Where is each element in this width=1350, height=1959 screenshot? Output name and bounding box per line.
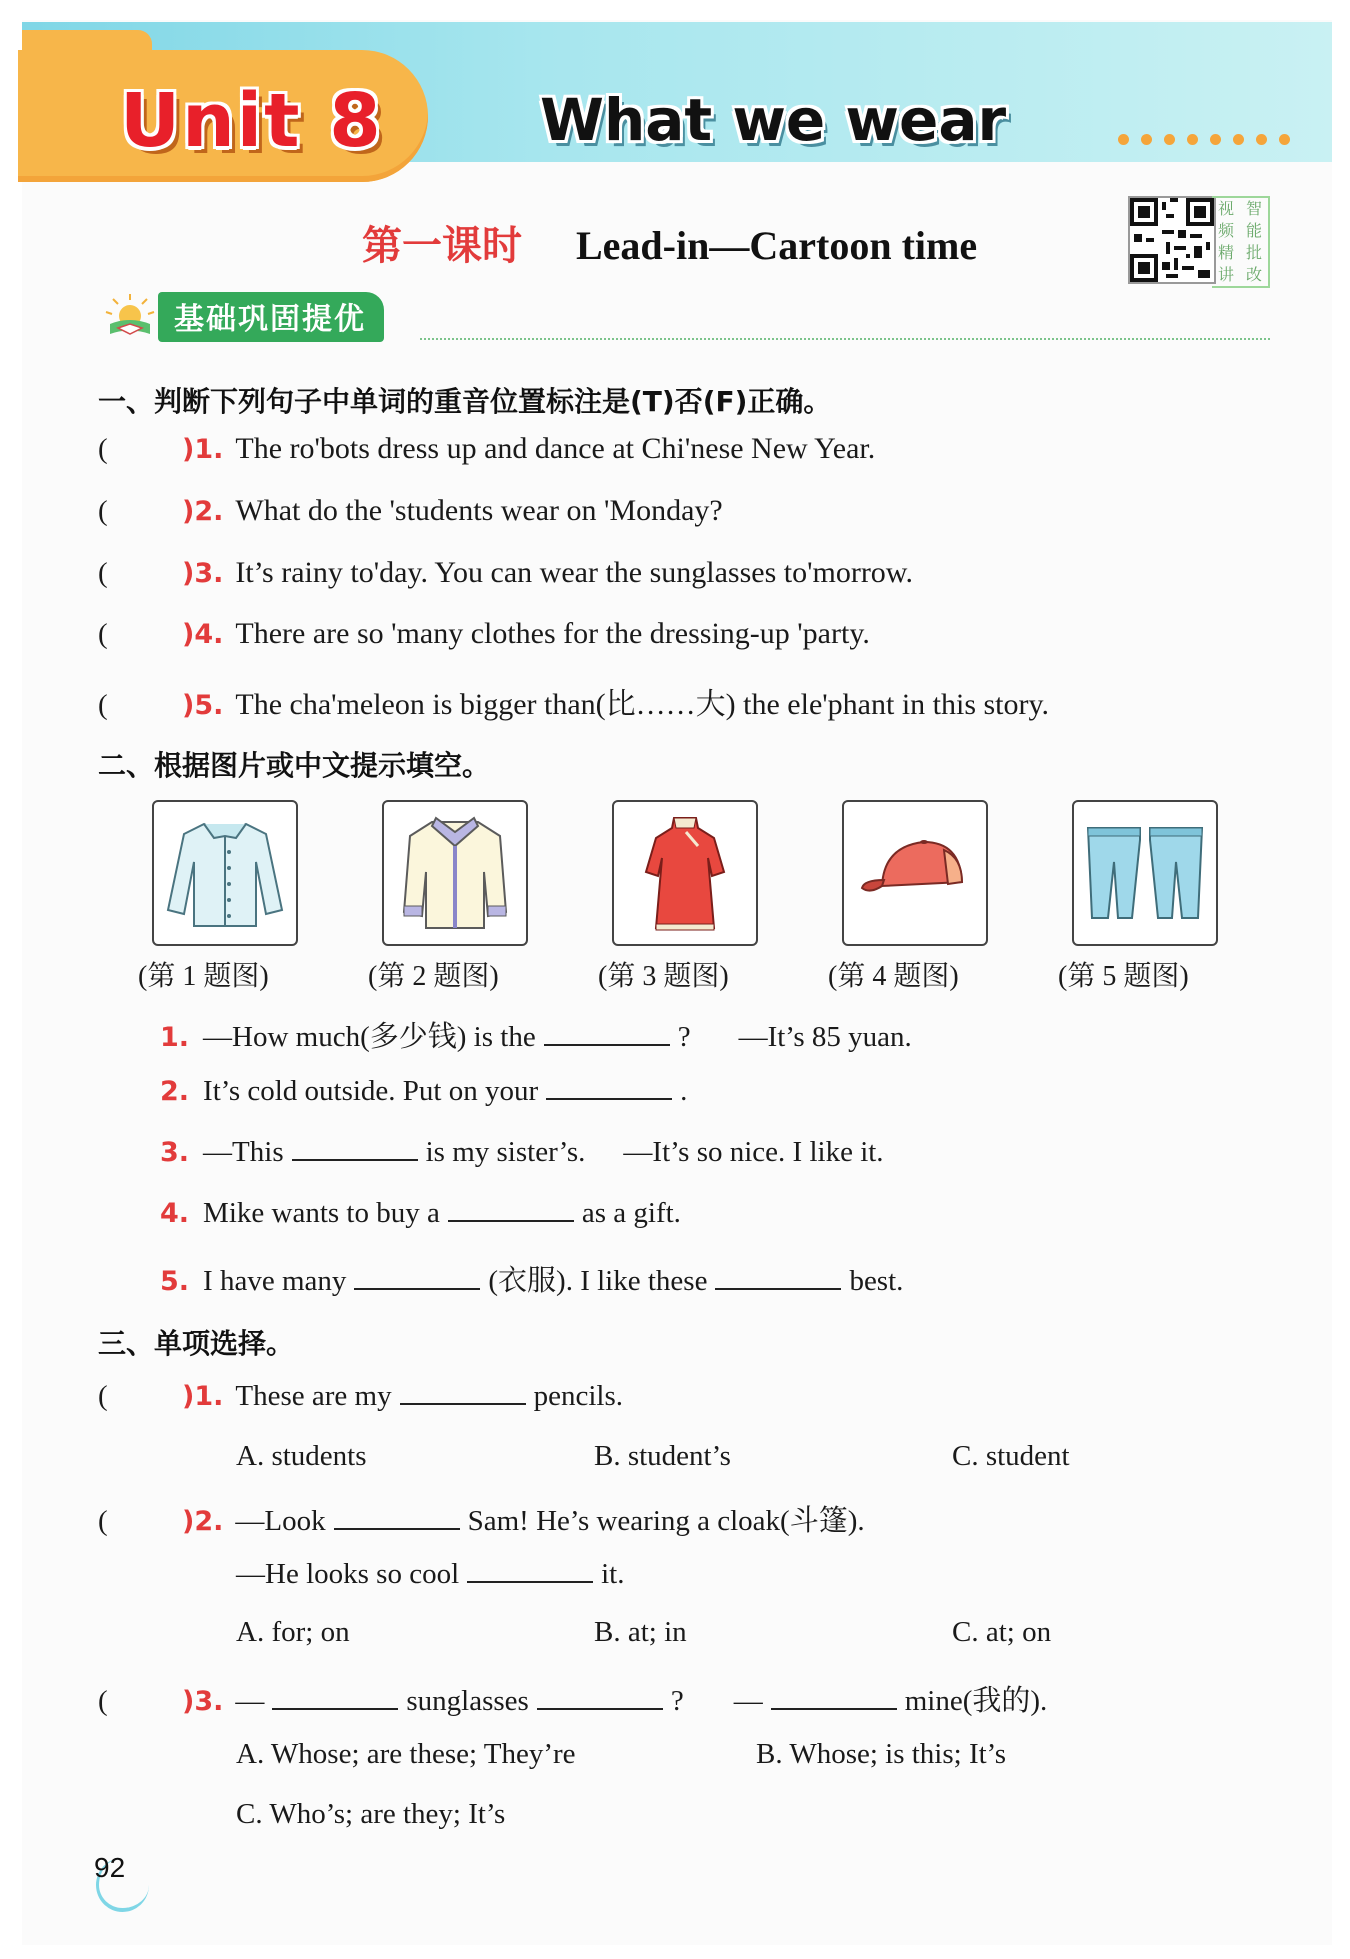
part3-question-1: ( )1. These are my pencils. bbox=[98, 1380, 623, 1412]
option-a[interactable]: A. for; on bbox=[236, 1616, 350, 1648]
jeans-icon bbox=[1072, 800, 1218, 946]
qr-code-icon[interactable] bbox=[1128, 196, 1216, 284]
option-c[interactable]: C. student bbox=[952, 1440, 1070, 1472]
part2-item-3: 3. —This is my sister’s. —It’s so nice. I like it. bbox=[160, 1136, 884, 1168]
answer-blank[interactable] bbox=[467, 1559, 593, 1583]
answer-blank[interactable] bbox=[771, 1686, 897, 1710]
sun-book-icon bbox=[102, 294, 158, 340]
qipao-dress-icon bbox=[612, 800, 758, 946]
answer-blank[interactable] bbox=[537, 1686, 663, 1710]
option-b[interactable]: B. at; in bbox=[594, 1616, 687, 1648]
option-c[interactable]: C. at; on bbox=[952, 1616, 1052, 1648]
cap-icon bbox=[842, 800, 988, 946]
header-dots bbox=[1118, 134, 1290, 145]
option-b[interactable]: B. Whose; is this; It’s bbox=[756, 1738, 1007, 1770]
part3-question-3: ( )3. — sunglasses ? — mine(我的). bbox=[98, 1685, 1048, 1717]
unit-subtitle: What we wear bbox=[540, 86, 1007, 154]
answer-blank[interactable] bbox=[546, 1076, 672, 1100]
section-divider bbox=[420, 338, 1270, 340]
part2-item-5: 5. I have many (衣服). I like these best. bbox=[160, 1265, 904, 1297]
option-b[interactable]: B. student’s bbox=[594, 1440, 731, 1472]
lesson-title bbox=[362, 214, 977, 271]
answer-blank[interactable] bbox=[272, 1686, 398, 1710]
part3-heading: 三、单项选择。 bbox=[98, 1327, 295, 1360]
part1-heading: 一、判断下列句子中单词的重音位置标注是(T)否(F)正确。 bbox=[98, 385, 832, 418]
part1-item-5: ( )5. The cha'meleon is bigger than(比……大) the ele'phant in this story. bbox=[98, 688, 1050, 721]
picture-caption-3: (第 3 题图) bbox=[598, 961, 729, 992]
part2-item-1: 1. —How much(多少钱) is the ? —It’s 85 yuan. bbox=[160, 1021, 912, 1053]
option-a[interactable]: A. students bbox=[236, 1440, 367, 1472]
part1-item-1: ( )1. The ro'bots dress up and dance at Chi'nese New Year. bbox=[98, 432, 876, 465]
qr-label: 视 智 频 能 精 批 讲 改 bbox=[1212, 196, 1270, 288]
part1-item-2: ( )2. What do the 'students wear on 'Monday? bbox=[98, 494, 723, 527]
part2-item-4: 4. Mike wants to buy a as a gift. bbox=[160, 1197, 681, 1229]
option-c[interactable]: C. Who’s; are they; It’s bbox=[236, 1798, 506, 1830]
part3-question-2-line2: —He looks so cool it. bbox=[236, 1558, 625, 1590]
answer-blank[interactable] bbox=[334, 1506, 460, 1530]
answer-blank[interactable] bbox=[292, 1137, 418, 1161]
picture-caption-1: (第 1 题图) bbox=[138, 961, 269, 992]
section-banner bbox=[102, 294, 384, 340]
picture-caption-5: (第 5 题图) bbox=[1058, 961, 1189, 992]
part3-question-2: ( )2. —Look Sam! He’s wearing a cloak(斗篷). bbox=[98, 1505, 865, 1537]
answer-blank[interactable] bbox=[448, 1198, 574, 1222]
answer-blank[interactable] bbox=[715, 1266, 841, 1290]
unit-title: Unit 8 bbox=[120, 78, 383, 164]
shirt-icon bbox=[152, 800, 298, 946]
answer-blank[interactable] bbox=[354, 1266, 480, 1290]
answer-blank[interactable] bbox=[544, 1022, 670, 1046]
lesson-title-cn: 第一课时 bbox=[362, 223, 522, 268]
section-label: 基础巩固提优 bbox=[158, 292, 384, 342]
lesson-title-en: Lead-in—Cartoon time bbox=[576, 223, 978, 268]
picture-caption-2: (第 2 题图) bbox=[368, 961, 499, 992]
picture-caption-4: (第 4 题图) bbox=[828, 961, 959, 992]
part2-item-2: 2. It’s cold outside. Put on your . bbox=[160, 1075, 688, 1107]
answer-blank[interactable] bbox=[400, 1381, 526, 1405]
part1-item-3: ( )3. It’s rainy to'day. You can wear the sunglasses to'morrow. bbox=[98, 556, 914, 589]
part2-heading: 二、根据图片或中文提示填空。 bbox=[98, 749, 491, 782]
jacket-icon bbox=[382, 800, 528, 946]
page-number: 92 bbox=[94, 1852, 126, 1883]
part1-item-4: ( )4. There are so 'many clothes for the dressing-up 'party. bbox=[98, 617, 870, 650]
option-a[interactable]: A. Whose; are these; They’re bbox=[236, 1738, 576, 1770]
